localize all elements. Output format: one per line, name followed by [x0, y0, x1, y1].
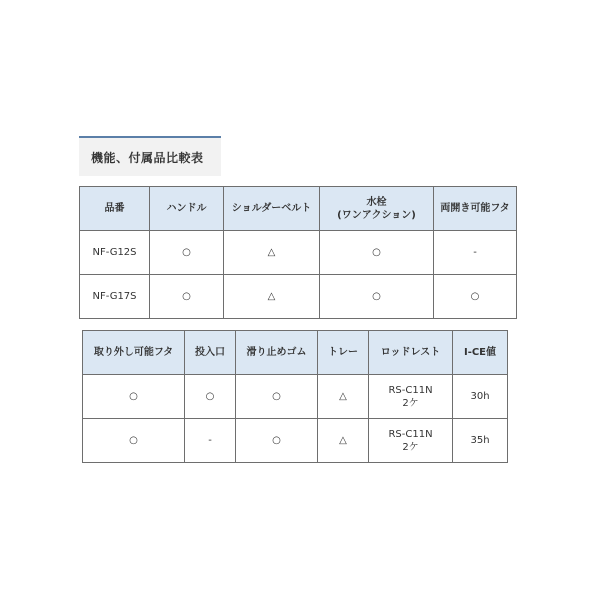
table2-cell: -	[185, 419, 236, 463]
table-row	[80, 231, 517, 275]
table2-cell: RS-C11N 2ケ	[369, 375, 453, 419]
table1-cell: ○	[320, 275, 434, 319]
table1-cell: ○	[150, 275, 224, 319]
table2-header-cell: 取り外し可能フタ	[83, 331, 185, 375]
table1-header-cell: 水栓 (ワンアクション)	[320, 187, 434, 231]
section-heading-text: 機能、付属品比較表	[91, 150, 204, 165]
table1-header-cell: ハンドル	[150, 187, 224, 231]
comparison-table-2	[82, 330, 508, 463]
table2-header-cell: 滑り止めゴム	[236, 331, 318, 375]
table1-cell: △	[224, 275, 320, 319]
table1-header-cell: 品番	[80, 187, 150, 231]
table-row	[83, 375, 508, 419]
table2-cell: RS-C11N 2ケ	[369, 419, 453, 463]
table2-cell: ○	[83, 419, 185, 463]
table-row	[80, 275, 517, 319]
section-heading	[79, 136, 221, 176]
table1-header-cell: 両開き可能フタ	[434, 187, 517, 231]
table2-cell: △	[318, 375, 369, 419]
table2-cell: △	[318, 419, 369, 463]
table1-cell: ○	[320, 231, 434, 275]
table2-header-cell: トレー	[318, 331, 369, 375]
table2-header-row	[83, 331, 508, 375]
table2-cell: ○	[236, 375, 318, 419]
table-row	[83, 419, 508, 463]
table2-header-cell: I-CE値	[453, 331, 508, 375]
table2-cell: ○	[83, 375, 185, 419]
table2-header-cell: ロッドレスト	[369, 331, 453, 375]
table2-header-cell: 投入口	[185, 331, 236, 375]
table2-cell: ○	[185, 375, 236, 419]
table1-cell: ○	[150, 231, 224, 275]
table1-cell: NF-G12S	[80, 231, 150, 275]
table2-cell: ○	[236, 419, 318, 463]
comparison-table-1	[79, 186, 517, 319]
table1-cell: △	[224, 231, 320, 275]
table1-cell: ○	[434, 275, 517, 319]
table2-cell: 35h	[453, 419, 508, 463]
table1-cell: NF-G17S	[80, 275, 150, 319]
table1-header-row	[80, 187, 517, 231]
table1-cell: -	[434, 231, 517, 275]
table1-header-cell: ショルダーベルト	[224, 187, 320, 231]
table2-cell: 30h	[453, 375, 508, 419]
